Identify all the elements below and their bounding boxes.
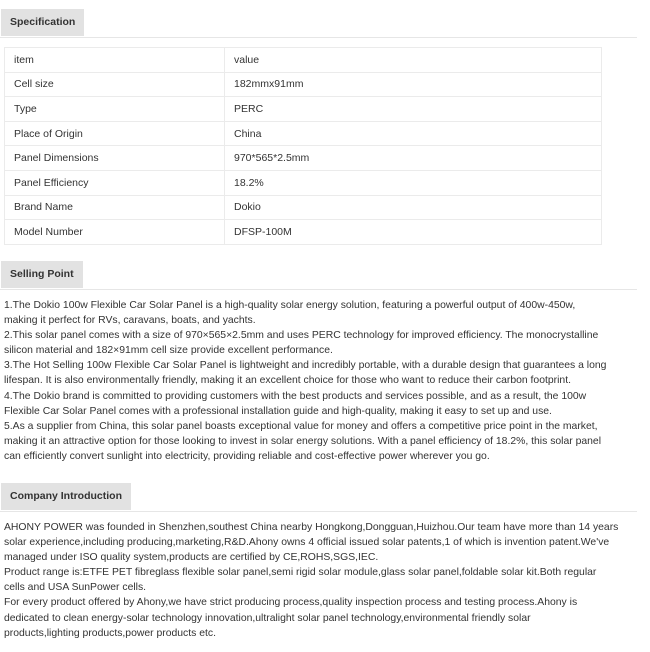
company-introduction-section [0, 483, 650, 512]
selling-point-header [0, 261, 637, 290]
company-introduction-text [4, 520, 644, 641]
spec-value: 970*565*2.5mm [225, 146, 602, 171]
spec-value: China [225, 121, 602, 146]
spec-key: Type [5, 97, 225, 122]
spec-key: Panel Dimensions [5, 146, 225, 171]
selling-point-line: 1.The Dokio 100w Flexible Car Solar Panel is a high-quality solar energy solution, featuring a powerful output of 400w-450w, [4, 300, 576, 311]
table-row [5, 97, 602, 122]
table-header-row [5, 48, 602, 73]
spec-value: 182mmx91mm [225, 72, 602, 97]
column-header-value: value [225, 48, 602, 73]
specification-section [0, 9, 650, 38]
selling-point-line: 4.The Dokio brand is committed to providing customers with the best products and services possible, and as a result, the 100w [4, 390, 587, 402]
spec-value: Dokio [225, 195, 602, 220]
table-row [5, 195, 602, 220]
table-row [5, 220, 602, 245]
company-introduction-line: dedicated to clean energy-solar technology innovation,ultralight solar panel technology,environmental friendly solar [4, 612, 531, 624]
spec-key: Model Number [5, 220, 225, 245]
company-introduction-header [0, 483, 637, 512]
specification-tab: Specification [1, 9, 84, 36]
selling-point-line: Flexible Car Solar Panel comes with a professional installation guide and high-quality, making it easy to set up and use. [4, 405, 552, 417]
spec-value: 18.2% [225, 170, 602, 195]
selling-point-line: 2.This solar panel comes with a size of 970×565×2.5mm and uses PERC technology for improved efficiency. The monocrystalline [4, 330, 599, 342]
company-introduction-line: cells and USA SunPower cells. [4, 582, 147, 594]
table-row [5, 121, 602, 146]
company-introduction-tab: Company Introduction [1, 483, 131, 510]
table-row [5, 170, 602, 195]
selling-point-line: can efficiently convert sunlight into electricity, providing reliable and cost-effective power wherever you go. [4, 450, 490, 462]
selling-point-line: 5.As a supplier from China, this solar panel boasts exceptional value for money and offers a competitive price point in the market, [4, 420, 598, 432]
selling-point-line: lifespan. It is also environmentally friendly, making it an excellent choice for those who want to reduce their carbon footprint. [4, 375, 571, 387]
spec-key: Brand Name [5, 195, 225, 220]
company-introduction-line: solar experience,including producing,marketing,R&D.Ahony owns 4 official issued solar patents,1 of which is invention patent.We've [4, 537, 610, 549]
selling-point-text [4, 298, 644, 464]
company-introduction-line: For every product offered by Ahony,we have strict producing process,quality inspection process and testing process.Ahony is [4, 597, 578, 609]
company-introduction-line: managed under ISO quality system,products are certified by CE,ROHS,SGS,IEC. [4, 552, 379, 564]
selling-point-tab: Selling Point [1, 261, 83, 288]
selling-point-line: 3.The Hot Selling 100w Flexible Car Solar Panel is lightweight and incredibly portable, with a durable design that guarantees a long [4, 360, 607, 372]
selling-point-line: making it perfect for RVs, caravans, boats, and yachts. [4, 315, 256, 327]
selling-point-line: silicon material and 182×91mm cell size provide excellent performance. [4, 345, 333, 357]
spec-value: DFSP-100M [225, 220, 602, 245]
company-introduction-line: products,lighting products,power products etc. [4, 627, 216, 639]
specification-header [0, 9, 637, 38]
selling-point-line: making it an attractive option for those looking to invest in solar energy solutions. With a panel efficiency of 18.2%, this solar panel [4, 435, 602, 447]
table-row [5, 72, 602, 97]
spec-value: PERC [225, 97, 602, 122]
spec-key: Cell size [5, 72, 225, 97]
selling-point-section [0, 261, 650, 290]
company-introduction-line: Product range is:ETFE PET fibreglass flexible solar panel,semi rigid solar module,glass solar panel,foldable solar kit.Both regular [4, 567, 597, 579]
specification-table [4, 47, 602, 245]
spec-key: Place of Origin [5, 121, 225, 146]
spec-key: Panel Efficiency [5, 170, 225, 195]
column-header-item: item [5, 48, 225, 73]
company-introduction-line: AHONY POWER was founded in Shenzhen,southest China nearby Hongkong,Dongguan,Huizhou.Our team have more than 14 years [4, 522, 619, 533]
table-row [5, 146, 602, 171]
